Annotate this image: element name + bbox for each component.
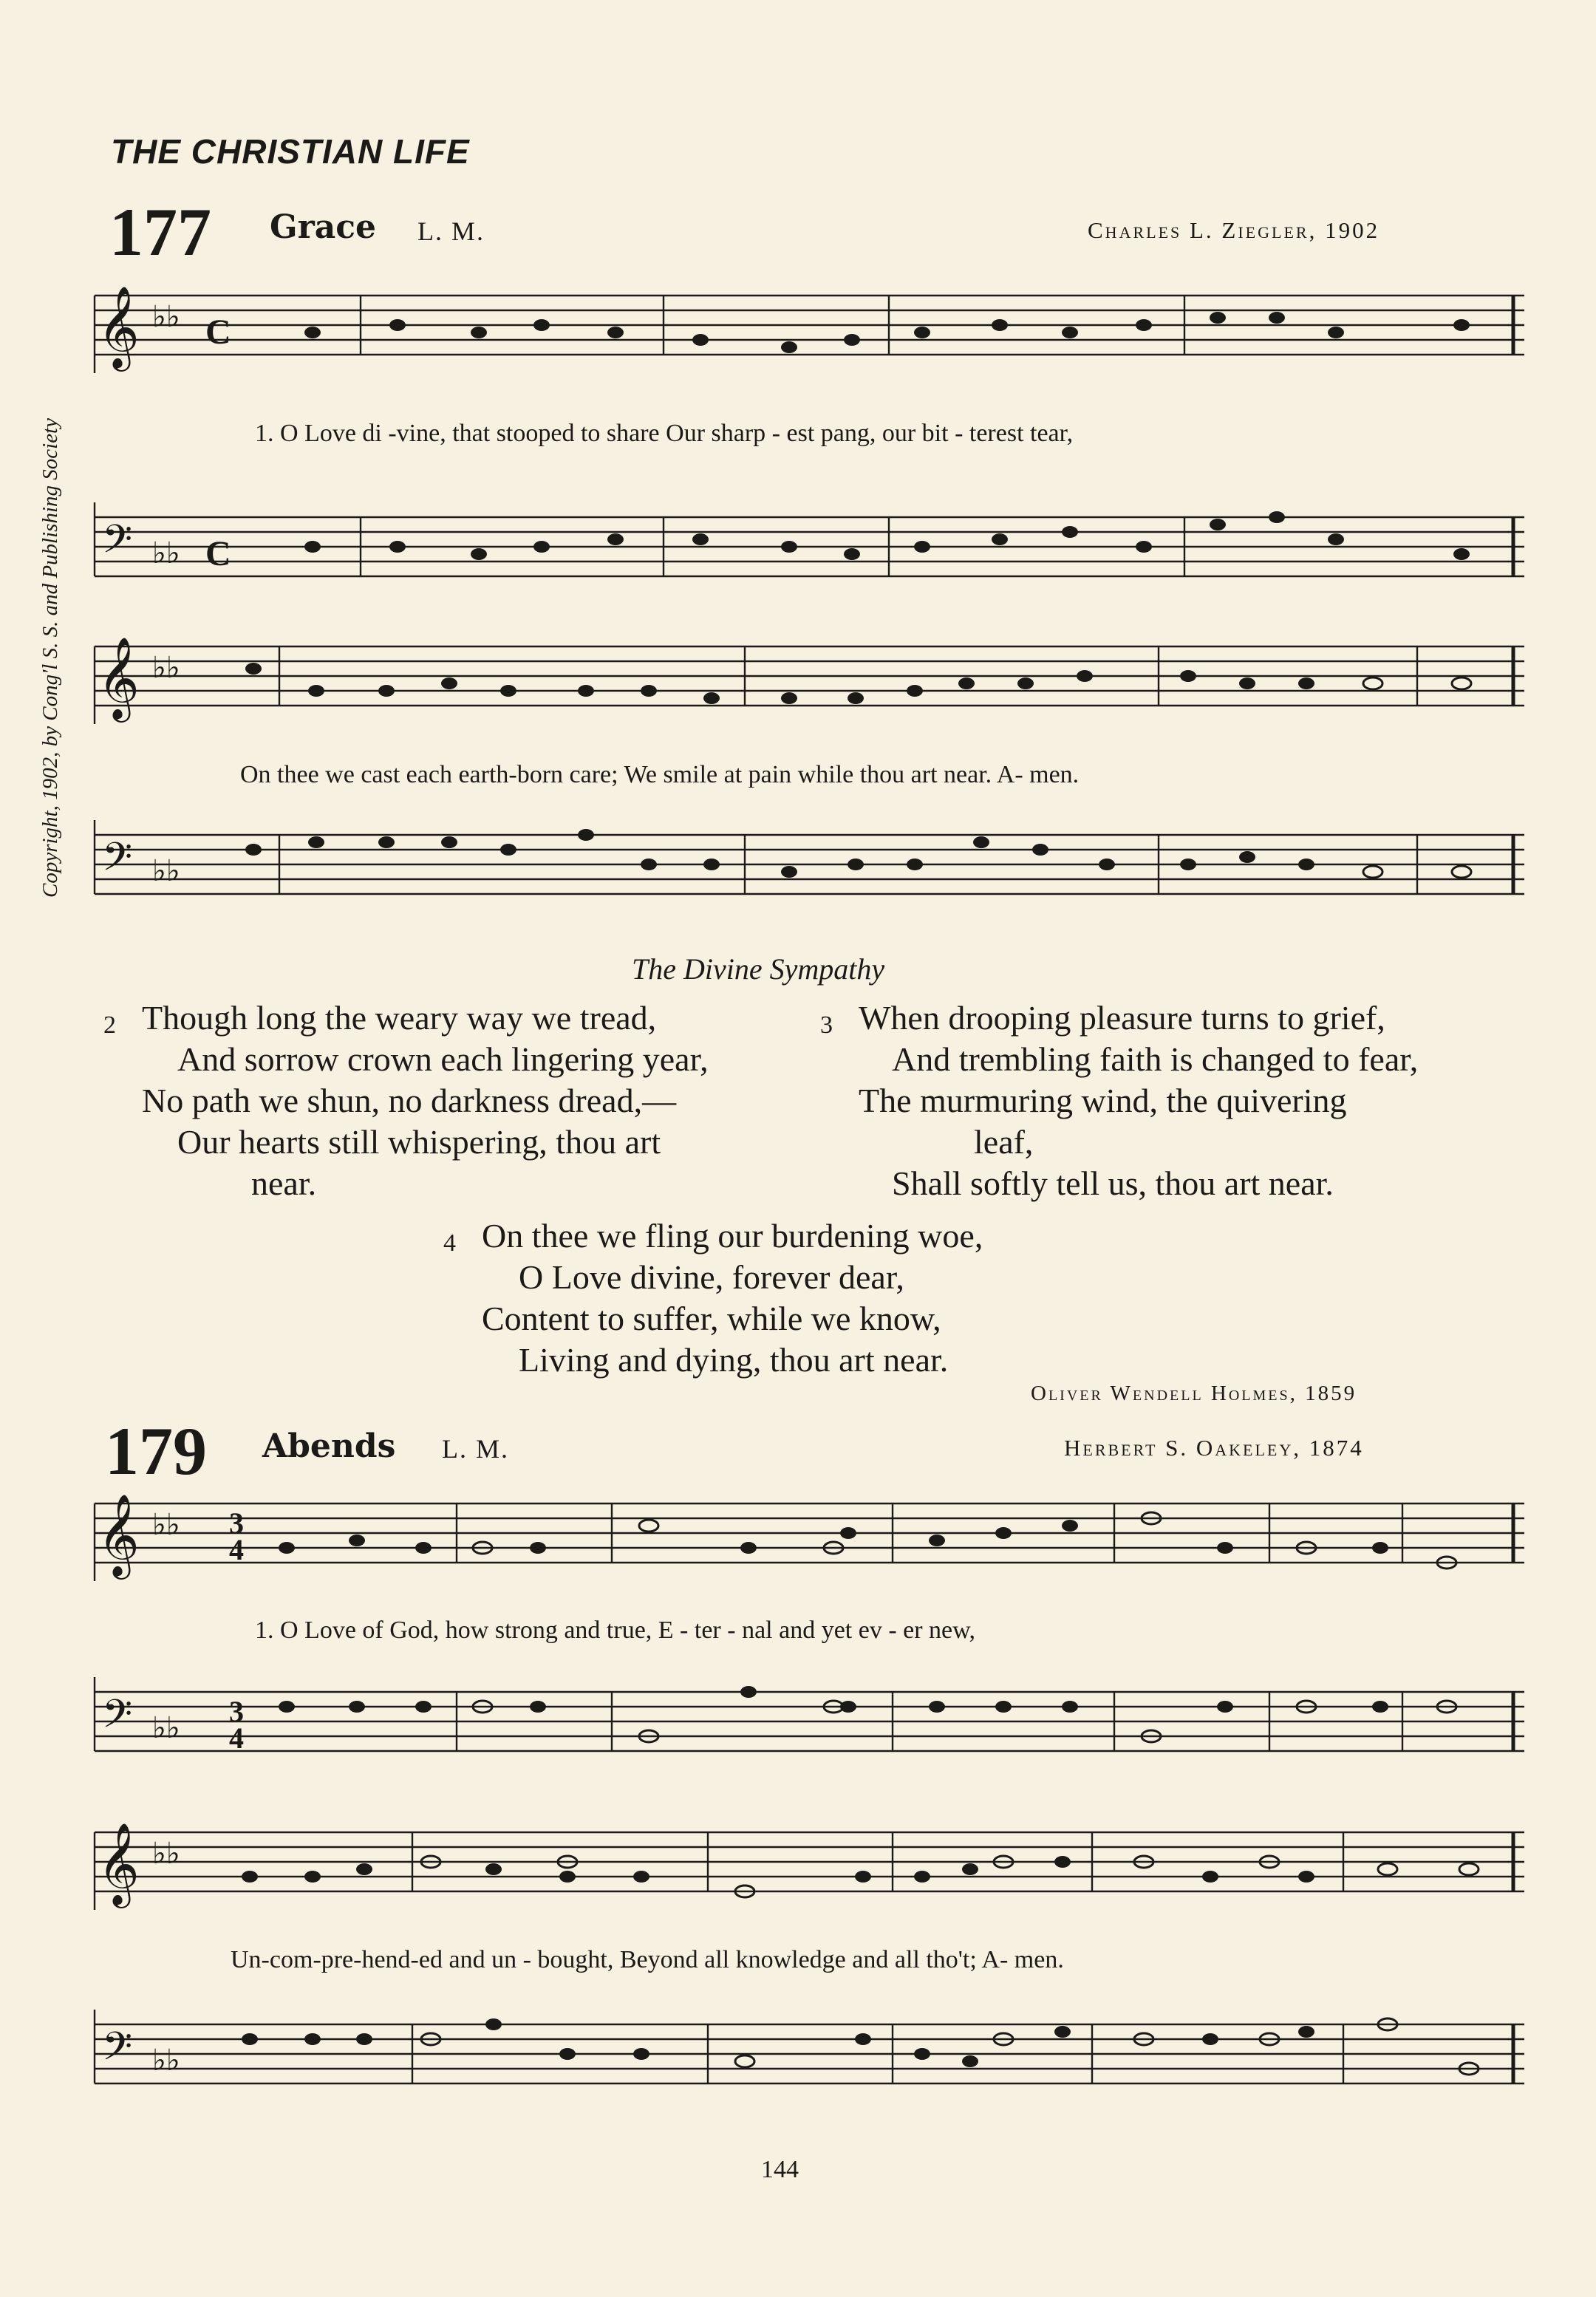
hymn-177-system-2-bass-staff <box>95 820 1524 912</box>
svg-text:♭♭: ♭♭ <box>152 854 180 887</box>
svg-text:𝄢: 𝄢 <box>102 2024 133 2079</box>
hymn-177-system-1-treble-staff <box>95 281 1524 373</box>
hymn-179-system-1-bass-staff <box>95 1677 1524 1769</box>
page-number: 144 <box>761 2156 799 2183</box>
stanza-number: 2 <box>103 1011 116 1039</box>
stanza-number: 3 <box>820 1011 833 1039</box>
hymn-179-system-2-bass-staff <box>95 2010 1524 2102</box>
svg-text:♭♭: ♭♭ <box>152 651 180 684</box>
svg-text:♭♭: ♭♭ <box>152 1711 180 1744</box>
svg-text:𝄢: 𝄢 <box>102 517 133 572</box>
stanza-line: Living and dying, thou art near. <box>519 1341 949 1379</box>
svg-text:𝄞: 𝄞 <box>98 285 140 368</box>
hymn-179-tune-name: Abends <box>262 1427 396 1465</box>
svg-text:𝄢: 𝄢 <box>102 835 133 890</box>
stanza-line: When drooping pleasure turns to grief, <box>859 999 1385 1037</box>
stanza-line: On thee we fling our burdening woe, <box>482 1217 983 1255</box>
svg-text:𝄞: 𝄞 <box>98 1822 140 1905</box>
svg-text:C: C <box>205 313 231 352</box>
hymn-177-stanza-3 <box>820 997 1530 1204</box>
stanza-line: And trembling faith is changed to fear, <box>892 1040 1419 1078</box>
hymn-177-meter: L. M. <box>417 216 485 246</box>
stanza-line: O Love divine, forever dear, <box>519 1258 904 1296</box>
section-title: THE CHRISTIAN LIFE <box>111 132 470 171</box>
svg-text:C: C <box>205 534 231 573</box>
svg-text:𝄞: 𝄞 <box>98 636 140 719</box>
hymn-179-composer: Herbert S. Oakeley, 1874 <box>1064 1435 1364 1461</box>
svg-text:4: 4 <box>229 1721 244 1755</box>
hymn-179-lyrics-line-2: Un-com-pre-hend-ed and un - bought, Beyond all knowledge and all tho't; A- men. <box>231 1946 1064 1973</box>
hymn-179-meter: L. M. <box>442 1434 509 1464</box>
svg-text:♭♭: ♭♭ <box>152 300 180 333</box>
svg-text:𝄞: 𝄞 <box>98 1493 140 1576</box>
stanza-number: 4 <box>443 1229 456 1257</box>
svg-text:♭♭: ♭♭ <box>152 1508 180 1541</box>
stanza-line: Content to suffer, while we know, <box>482 1300 941 1337</box>
hymn-177-number: 177 <box>109 194 211 270</box>
svg-text:4: 4 <box>229 1533 244 1566</box>
svg-text:𝄢: 𝄢 <box>102 1692 133 1747</box>
svg-text:♭♭: ♭♭ <box>152 2044 180 2077</box>
hymn-177-system-1-bass-staff <box>95 502 1524 595</box>
hymn-177-tune-name: Grace <box>270 208 377 246</box>
hymn-179-system-2-treble-staff <box>95 1818 1524 1910</box>
stanza-line: No path we shun, no darkness dread,— <box>142 1082 677 1119</box>
hymn-177-author: Oliver Wendell Holmes, 1859 <box>1031 1382 1357 1405</box>
copyright-notice: Copyright, 1902, by Cong'l S. S. and Publishing Society <box>38 418 62 898</box>
stanza-line: near. <box>251 1164 317 1202</box>
hymn-177-stanza-2 <box>103 997 813 1204</box>
stanza-line: Though long the weary way we tread, <box>142 999 657 1037</box>
svg-text:3: 3 <box>229 1695 244 1728</box>
hymn-179-system-1-treble-staff <box>95 1489 1524 1581</box>
hymn-177-stanza-4 <box>443 1215 1153 1381</box>
stanza-line: And sorrow crown each lingering year, <box>177 1040 709 1078</box>
hymn-177-lyrics-line-2: On thee we cast each earth-born care; We smile at pain while thou art near. A- men. <box>240 761 1080 788</box>
hymn-177-system-2-treble-staff <box>95 632 1524 724</box>
hymn-179-lyrics-line-1: 1. O Love of God, how strong and true, E - ter - nal and yet ev - er new, <box>255 1617 975 1644</box>
stanza-line: Our hearts still whispering, thou art <box>177 1123 661 1161</box>
hymn-179-number: 179 <box>105 1413 207 1489</box>
svg-text:♭♭: ♭♭ <box>152 536 180 570</box>
hymn-177-composer: Charles L. Ziegler, 1902 <box>1088 217 1380 243</box>
stanza-line: leaf, <box>974 1123 1034 1161</box>
stanza-line: Shall softly tell us, thou art near. <box>892 1164 1334 1202</box>
svg-text:♭♭: ♭♭ <box>152 1837 180 1870</box>
hymn-177-subtitle: The Divine Sympathy <box>632 952 885 986</box>
svg-text:3: 3 <box>229 1506 244 1540</box>
hymn-177-lyrics-line-1: 1. O Love di -vine, that stooped to share Our sharp - est pang, our bit - terest tear, <box>255 420 1074 447</box>
stanza-line: The murmuring wind, the quivering <box>859 1082 1347 1119</box>
